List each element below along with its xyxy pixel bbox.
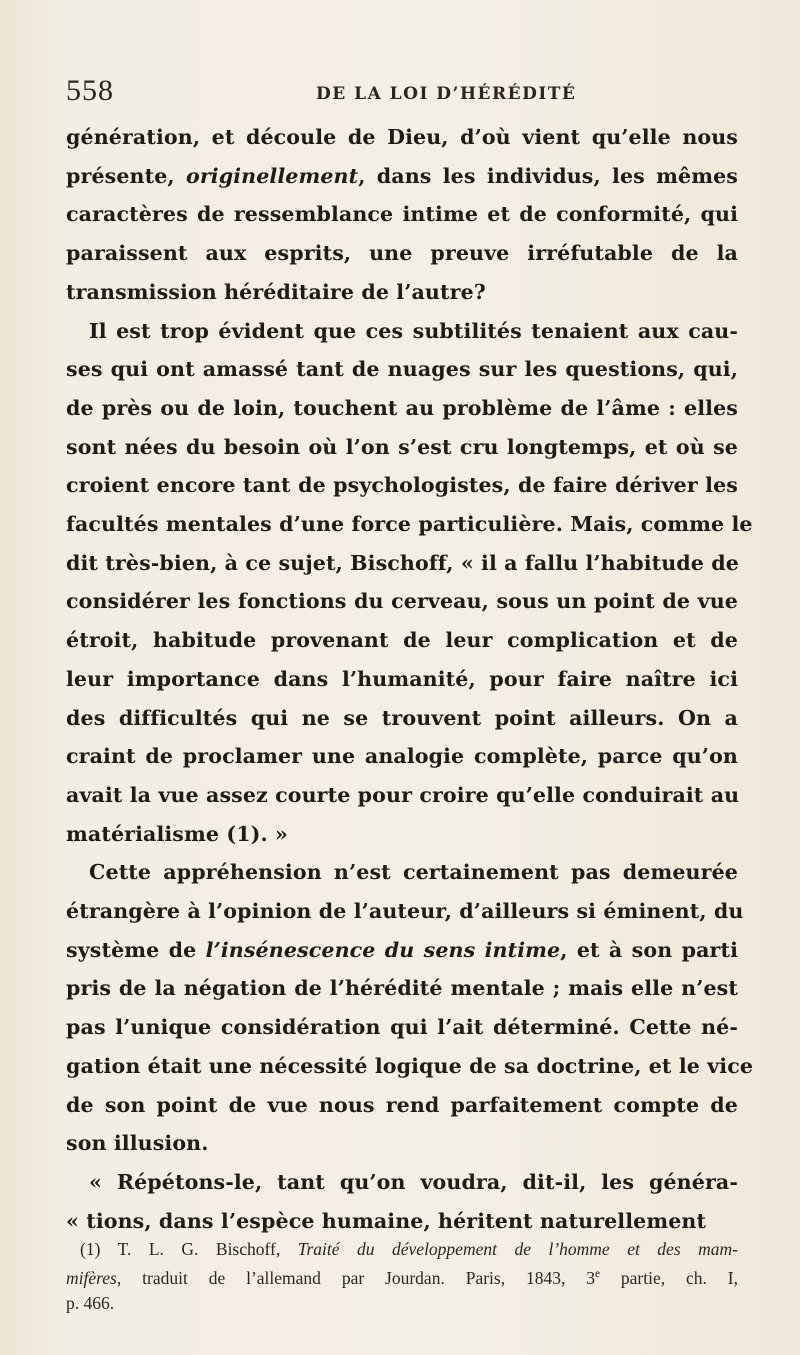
text-line: système de l’insénescence du sens intime, et à son parti — [66, 937, 739, 962]
text-line: de son point de vue nous rend parfaitement compte de — [66, 1092, 738, 1117]
footnote-line: p. 466. — [66, 1292, 115, 1313]
text-line: de près ou de loin, touchent au problème de l’âme : elles — [66, 395, 738, 420]
italic-text: Traité du développement de l’homme et des mam- — [297, 1239, 738, 1259]
text-line: paraissent aux esprits, une preuve irréfutable de la — [66, 241, 738, 266]
text-line: matérialisme (1). » — [66, 821, 288, 846]
text-line: ses qui ont amassé tant de nuages sur les questions, qui, — [66, 357, 738, 382]
body-text — [66, 118, 754, 1240]
italic-text: originellement — [185, 163, 359, 188]
text-line: Cette appréhension n’est certainement pas demeurée — [89, 860, 738, 885]
text-line: pas l’unique considération qui l’ait déterminé. Cette né- — [66, 1015, 738, 1040]
text-line: étroit, habitude provenant de leur complication et de — [66, 628, 738, 653]
text-line: « Répétons-le, tant qu’on voudra, dit-il, les généra- — [89, 1169, 738, 1194]
page-number: 558 — [66, 74, 114, 107]
text-line: « tions, dans l’espèce humaine, héritent naturellement — [66, 1208, 707, 1233]
running-header — [66, 74, 734, 110]
running-title: DE LA LOI D’HÉRÉDITÉ — [316, 84, 577, 104]
superscript: e — [594, 1268, 601, 1280]
italic-text: mifères — [66, 1267, 117, 1288]
text-line: génération, et découle de Dieu, d’où vient qu’elle nous — [66, 125, 738, 149]
paragraph — [66, 118, 738, 312]
italic-text: l’insénescence du sens intime — [205, 937, 561, 962]
text-line: Il est trop évident que ces subtilités tenaient aux cau- — [89, 318, 738, 343]
text-line: avait la vue assez courte pour croire qu’elle conduirait au — [66, 782, 740, 807]
footnote-line: mifères, traduit de l’allemand par Jourdan. Paris, 1843, 3e partie, ch. I, — [66, 1267, 738, 1288]
footnote-line: (1) T. L. G. Bischoff, Traité du développement de l’homme et des mam- — [80, 1239, 738, 1259]
text-line: caractères de ressemblance intime et de conformité, qui — [66, 202, 738, 227]
text-line: transmission héréditaire de l’autre? — [66, 279, 486, 304]
paragraph — [66, 312, 753, 854]
text-line: pris de la négation de l’hérédité mentale ; mais elle n’est — [66, 976, 738, 1001]
footnote — [66, 1237, 738, 1316]
text-line: dit très-bien, à ce sujet, Bischoff, « il a fallu l’habitude de — [66, 550, 739, 575]
paragraph — [66, 853, 754, 1163]
text-line: des difficultés qui ne se trouvent point ailleurs. On a — [66, 705, 738, 730]
text-line: son illusion. — [66, 1131, 209, 1156]
text-line: considérer les fonctions du cerveau, sous un point de vue — [66, 589, 738, 614]
text-line: croient encore tant de psychologistes, de faire dériver les — [66, 473, 738, 498]
text-line: sont nées du besoin où l’on s’est cru longtemps, et où se — [66, 434, 738, 459]
text-line: gation était une nécessité logique de sa doctrine, et le vice — [66, 1053, 754, 1078]
text-line: étrangère à l’opinion de l’auteur, d’ailleurs si éminent, du — [66, 899, 744, 924]
text-line: leur importance dans l’humanité, pour faire naître ici — [66, 666, 738, 691]
text-line: présente, originellement, dans les individus, les mêmes — [66, 163, 738, 188]
paragraph — [66, 1163, 738, 1240]
text-line: facultés mentales d’une force particulière. Mais, comme le — [66, 512, 753, 537]
text-line: craint de proclamer une analogie complète, parce qu’on — [66, 744, 738, 769]
